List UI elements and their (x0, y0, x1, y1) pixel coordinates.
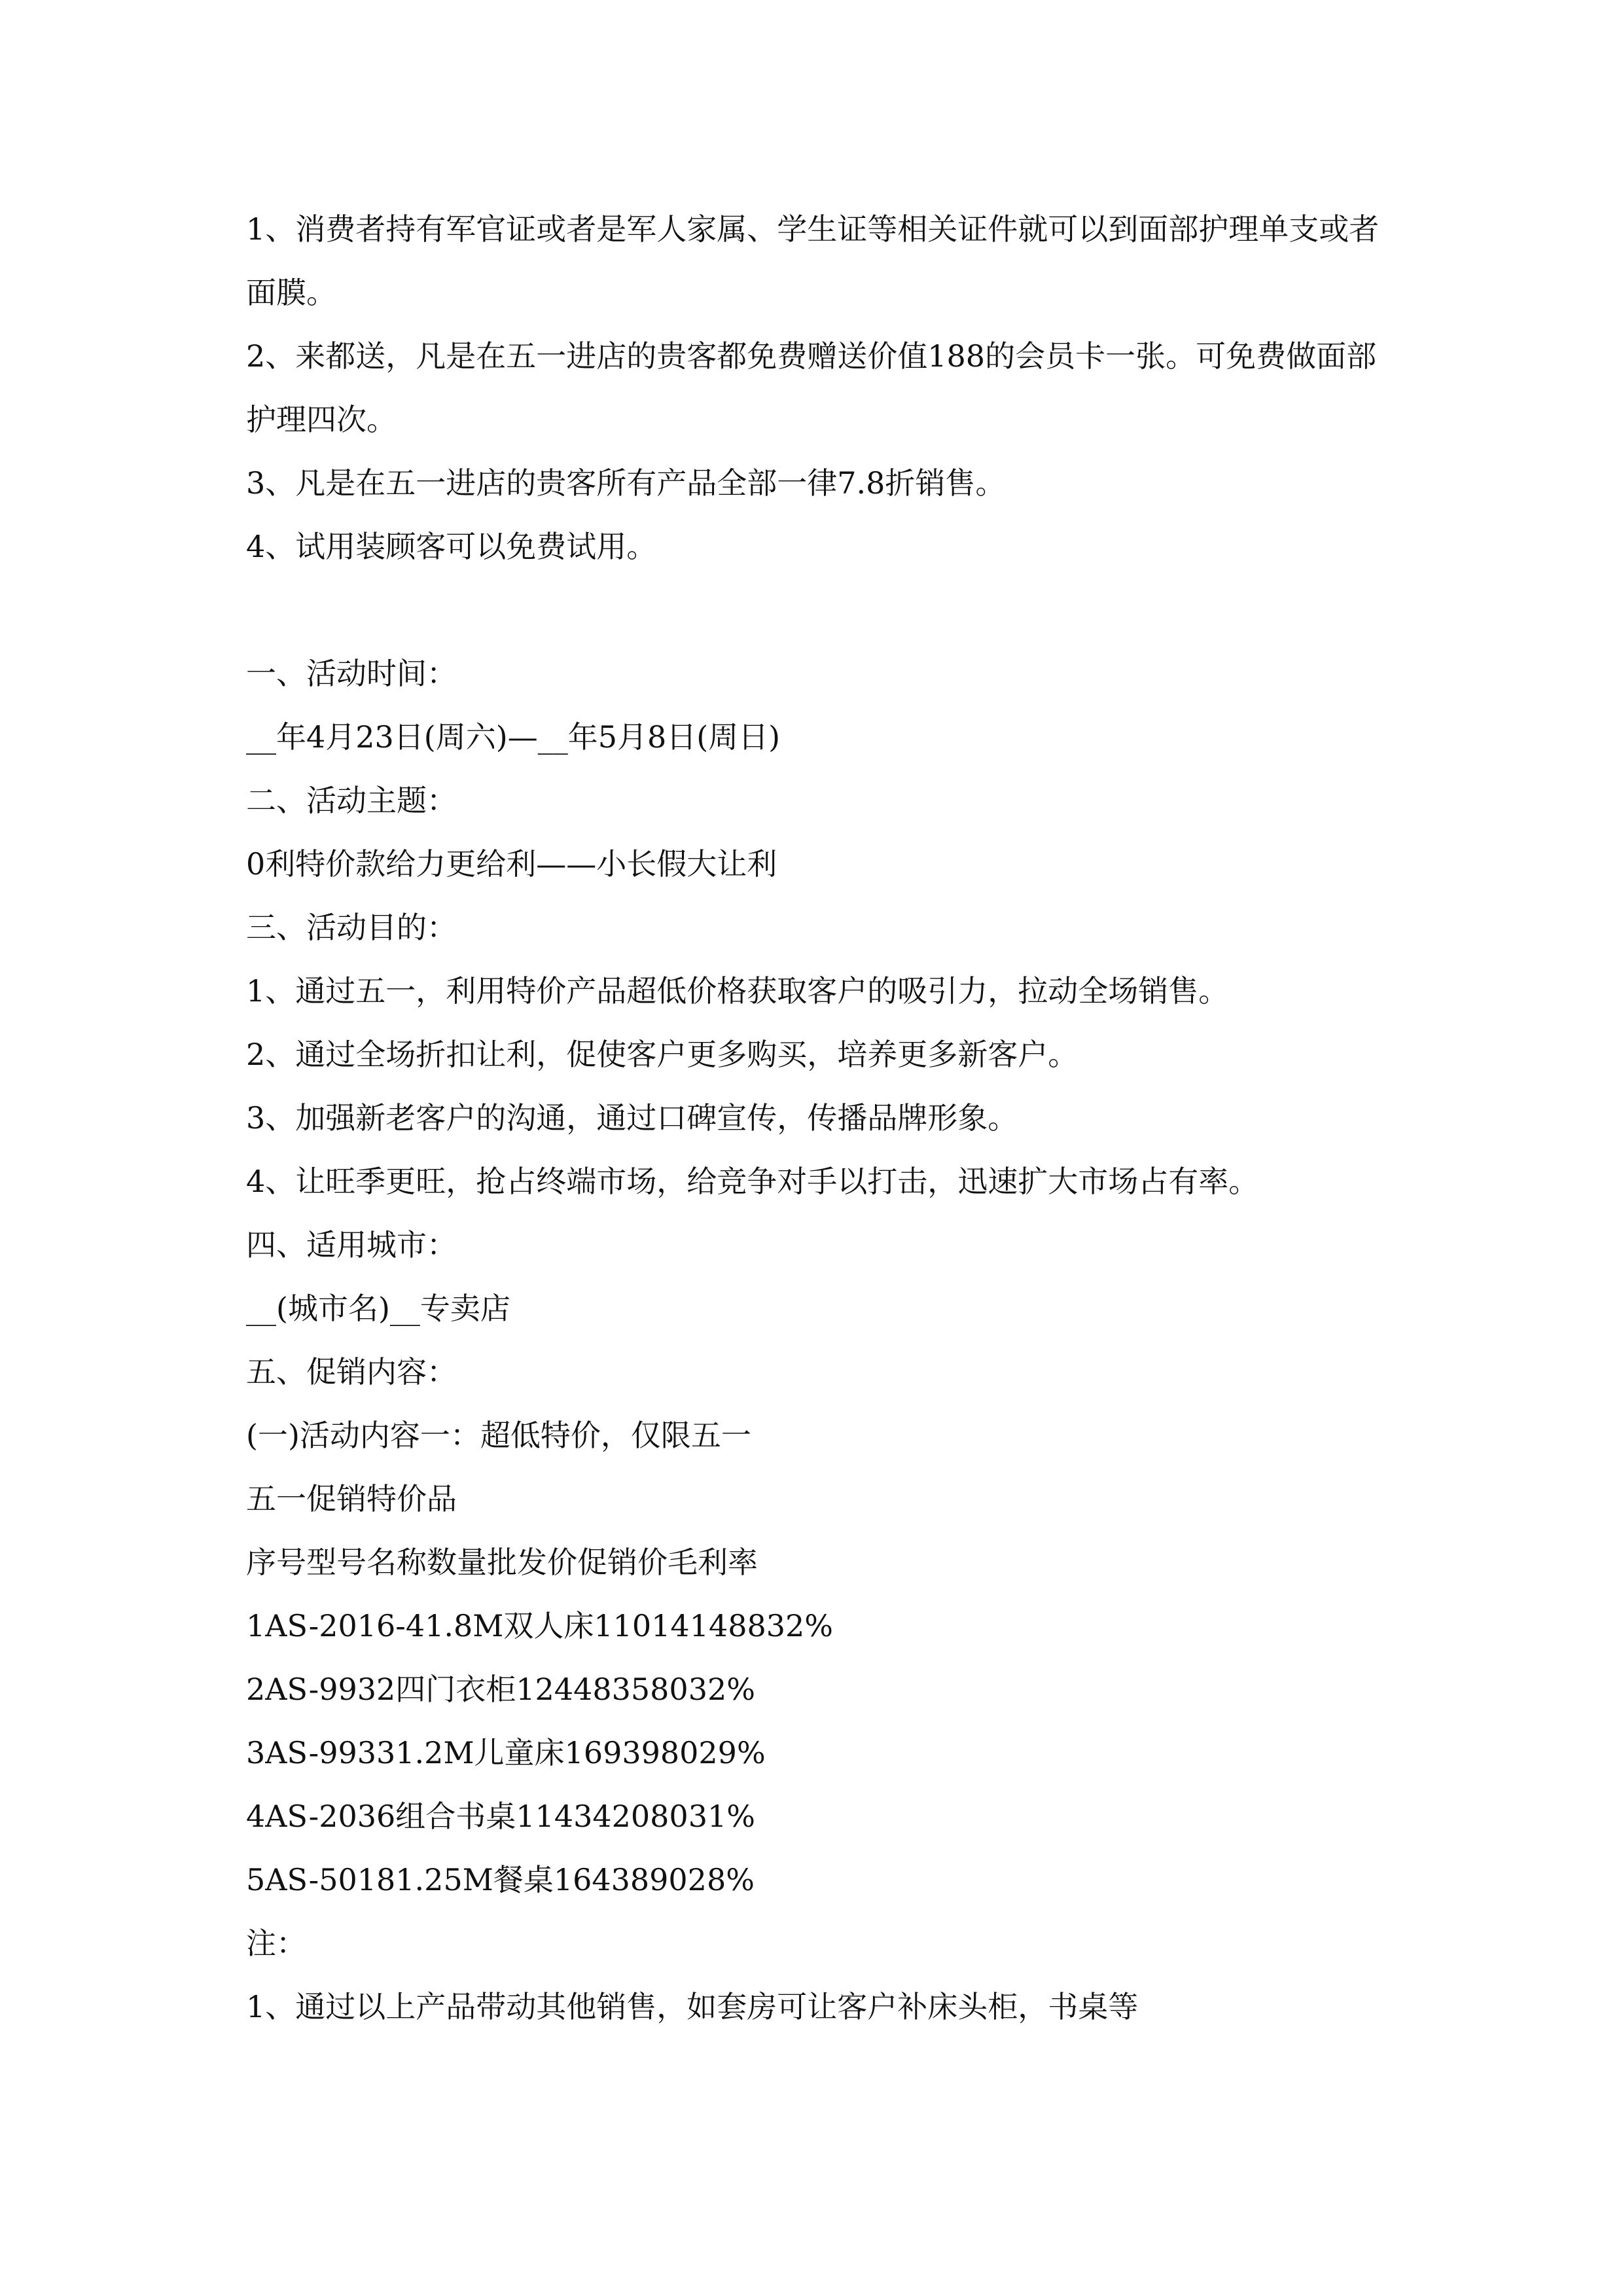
purpose-item-1: 1、通过五一，利用特价产品超低价格获取客户的吸引力，拉动全场销售。 (246, 973, 1229, 1009)
document-body (246, 198, 1385, 2039)
note-item-1: 1、通过以上产品带动其他销售，如套房可让客户补床头柜，书桌等 (246, 1989, 1139, 2024)
promo-item-4: 4、试用装顾客可以免费试用。 (246, 529, 657, 564)
activity-time-value: __年4月23日(周六)—__年5月8日(周日) (246, 719, 781, 755)
heading-applicable-city: 四、适用城市： (246, 1227, 457, 1263)
purpose-item-4: 4、让旺季更旺，抢占终端市场，给竞争对手以打击，迅速扩大市场占有率。 (246, 1164, 1259, 1199)
activity-theme-value: 0利特价款给力更给利——小长假大让利 (246, 846, 777, 882)
heading-promo-content: 五、促销内容： (246, 1354, 457, 1390)
note-heading: 注： (246, 1926, 306, 1961)
product-row-5: 5AS-50181.25M餐桌164389028% (246, 1862, 755, 1897)
section-spacer (246, 579, 1385, 642)
promo-item-1: 1、消费者持有军官证或者是军人家属、学生证等相关证件就可以到面部护理单支或者面膜。 (246, 211, 1380, 310)
heading-activity-time: 一、活动时间： (246, 656, 457, 691)
product-row-4: 4AS-2036组合书桌11434208031% (246, 1799, 755, 1834)
purpose-item-3: 3、加强新老客户的沟通，通过口碑宣传，传播品牌形象。 (246, 1100, 1018, 1136)
heading-activity-theme: 二、活动主题： (246, 783, 457, 818)
product-row-3: 3AS-99331.2M儿童床169398029% (246, 1735, 766, 1770)
special-products-title: 五一促销特价品 (246, 1481, 457, 1516)
promo-item-3: 3、凡是在五一进店的贵客所有产品全部一律7.8折销售。 (246, 465, 1006, 501)
product-table-header: 序号型号名称数量批发价促销价毛利率 (246, 1545, 758, 1580)
promo-content-subheading: (一)活动内容一：超低特价，仅限五一 (246, 1418, 751, 1453)
product-row-2: 2AS-9932四门衣柜12448358032% (246, 1672, 755, 1707)
purpose-item-2: 2、通过全场折扣让利，促使客户更多购买，培养更多新客户。 (246, 1037, 1079, 1072)
applicable-city-value: __(城市名)__专卖店 (246, 1291, 510, 1326)
heading-activity-purpose: 三、活动目的： (246, 910, 457, 945)
product-row-1: 1AS-2016-41.8M双人床11014148832% (246, 1608, 833, 1643)
promo-item-2: 2、来都送，凡是在五一进店的贵客都免费赠送价值188的会员卡一张。可免费做面部护理四次。 (246, 338, 1377, 437)
